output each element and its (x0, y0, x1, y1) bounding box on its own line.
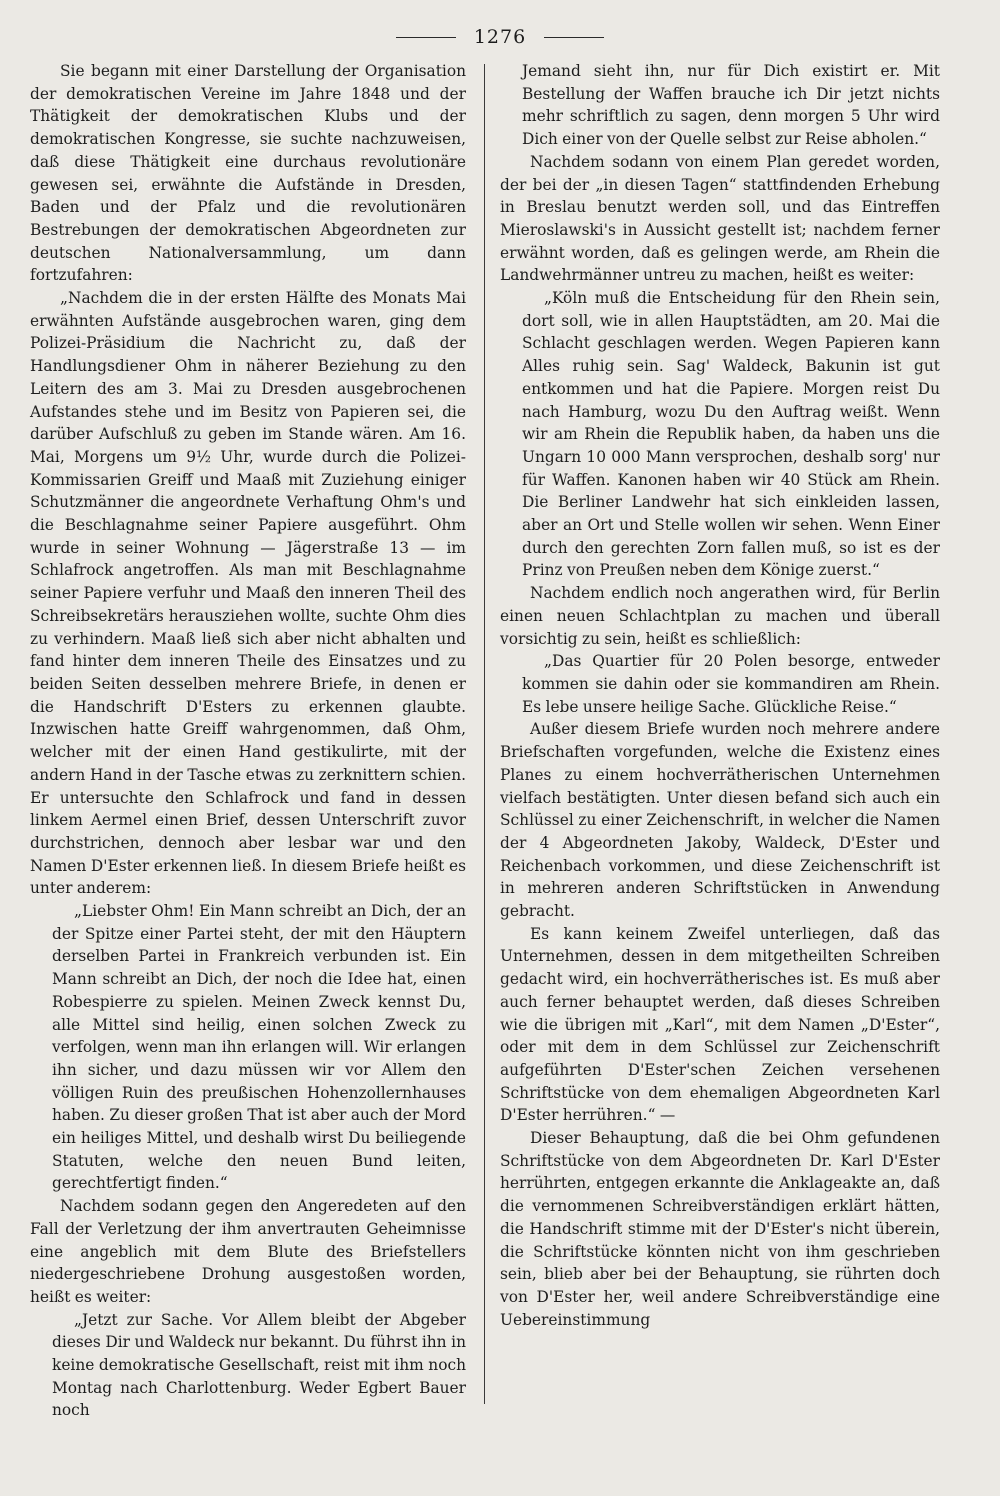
paragraph-handwriting: Dieser Behauptung, daß die bei Ohm gefundenen Schriftstücke von dem Abgeordneten Dr. Karl D'Ester herrührten, entgegen erkannte die Anklageakte an, daß die vernommenen Schreibverständigen erklärt hätten, die Handschrift stimme mit der D'Ester's nicht überein, die Schriftstücke könnten nicht von ihm geschrieben sein, blieb aber bei der Behauptung, sie rührten doch von D'Ester her, weil andere Schreibverständige eine Uebereinstimmung (500, 1129, 940, 1329)
paragraph-breslau-plan: Nachdem sodann von einem Plan geredet worden, der bei der „in diesen Tagen“ stattfindenden Erhebung in Breslau benutzt werden soll, und das Eintreffen Mieroslawski's in Aussicht gestellt ist; nachdem ferner erwähnt worden, daß es gelingen werde, am Rhein die Landwehrmänner untreu zu machen, heißt es weiter: (500, 152, 940, 285)
right-column (500, 60, 940, 1331)
left-column (30, 60, 466, 1422)
paragraph-threat: Nachdem sodann gegen den Angeredeten auf den Fall der Verletzung der ihm anvertrauten Geheimnisse eine angeblich mit dem Blute des Briefstellers niedergeschriebene Drohung ausgestoßen worden, heißt es weiter: (30, 1197, 466, 1306)
paragraph-indictment: „Nachdem die in der ersten Hälfte des Monats Mai erwähnten Aufstände ausgebrochen waren, ging dem Polizei-Präsidium die Nachricht zu, daß der Handlungsdiener Ohm in näherer Beziehung zu den Leitern des am 3. Mai zu Dresden ausgebrochenen Aufstandes stehe und im Besitz von Papieren sei, die darüber Aufschluß zu geben im Stande wären. Am 16. Mai, Morgens um 9½ Uhr, wurde durch die Polizei-Kommissarien Greiff und Maaß mit Zuziehung einiger Schutzmänner die angeordnete Verhaftung Ohm's und die Beschlagnahme seiner Papiere ausgeführt. Ohm wurde in seiner Wohnung — Jägerstraße 13 — im Schlafrock angetroffen. Als man mit Beschlagnahme seiner Papiere verfuhr und Maaß den inneren Theil des Schreibsekretärs herausziehen wollte, suchte Ohm dies zu verhindern. Maaß ließ sich aber nicht abhalten und fand hinter dem inneren Theile des Einsatzes und zu beiden Seiten desselben mehrere Briefe, in denen er die Handschrift D'Esters zu erkennen glaubte. Inzwischen hatte Greiff wahrgenommen, daß Ohm, welcher mit der einen Hand gestikulirte, mit der andern Hand in der Tasche etwas zu zerknittern schien. Er untersuchte den Schlafrock und fand in dessen linkem Aermel einen Brief, dessen Unterschrift zuvor durchstrichen, dennoch aber lesbar war und den Namen D'Ester erkennen ließ. In diesem Briefe heißt es unter anderem: (30, 289, 466, 898)
quote-quarters: „Das Quartier für 20 Polen besorge, entweder kommen sie dahin oder sie kommandiren am Rhein. Es lebe unsere heilige Sache. Glückliche Reise.“ (522, 652, 940, 716)
quote-koeln: „Köln muß die Entscheidung für den Rhein sein, dort soll, wie in allen Hauptstädten, am 20. Mai die Schlacht geschlagen werden. Wegen Papieren kann Alles ruhig sein. Sag' Waldeck, Bakunin ist gut entkommen und hat die Papiere. Morgen reist Du nach Hamburg, wozu Du den Auftrag weißt. Wenn wir am Rhein die Republik haben, da haben uns die Ungarn 10 000 Mann versprochen, deshalb sorg' nur für Waffen. Kanonen haben wir 40 Stück am Rhein. Die Berliner Landwehr hat sich einkleiden lassen, aber an Ort und Stelle wollen wir sehen. Wenn Einer durch den gerechten Zorn fallen muß, so ist es der Prinz von Preußen neben dem Könige zuerst.“ (522, 289, 940, 580)
quote-letter-opening: „Liebster Ohm! Ein Mann schreibt an Dich, der an der Spitze einer Partei steht, der mit den Häuptern derselben Partei in Frankreich verbunden ist. Ein Mann schreibt an Dich, der noch die Idee hat, einen Robespierre zu spielen. Meinen Zweck kennst Du, alle Mittel sind heilig, einen solchen Zweck zu verfolgen, wenn man ihn erlangen will. Wir erlangen ihn sicher, und dazu müssen wir vor Allem den völligen Ruin des preußischen Hohenzollernhauses haben. Zu dieser großen That ist aber auch der Mord ein heiliges Mittel, und deshalb wirst Du beiliegende Statuten, welche den neuen Bund leiten, gerechtfertigt finden.“ (52, 902, 466, 1193)
page-header (0, 26, 1000, 48)
column-divider (484, 64, 485, 1404)
header-rule-right (544, 37, 604, 38)
paragraph-other-letters: Außer diesem Briefe wurden noch mehrere andere Briefschaften vorgefunden, welche die Existenz eines Planes zu einem hochverrätherischen Unternehmen vielfach bestätigten. Unter diesen befand sich auch ein Schlüssel zu einer Zeichenschrift, in welcher die Namen der 4 Abgeordneten Jakoby, Waldeck, D'Ester und Reichenbach vorkommen, und diese Zeichenschrift ist in mehreren anderen Schriftstücken in Anwendung gebracht. (500, 720, 940, 921)
quote-letter-instructions: „Jetzt zur Sache. Vor Allem bleibt der Abgeber dieses Dir und Waldeck nur bekannt. Du führst ihn in keine demokratische Gesellschaft, reist mit ihm noch Montag nach Charlottenburg. Weder Egbert Bauer noch (52, 1310, 466, 1420)
quote-letter-continued: Jemand sieht ihn, nur für Dich existirt er. Mit Bestellung der Waffen brauche ich Dir jetzt nichts mehr schriftlich zu sagen, denn morgen 5 Uhr wird Dich einer von der Quelle selbst zur Reise abholen.“ (522, 62, 940, 149)
paragraph-no-doubt: Es kann keinem Zweifel unterliegen, daß das Unternehmen, dessen in dem mitgetheilten Schreiben gedacht wird, ein hochverrätherisches ist. Es muß aber auch ferner behauptet werden, daß dieses Schreiben wie die übrigen mit „Karl“, mit dem Namen „D'Ester“, oder mit dem in dem Schlüssel zur Zeichenschrift aufgeführten D'Ester'schen Zeichen versehenen Schriftstücke von dem ehemaligen Abgeordneten Karl D'Ester herrühren.“ — (500, 924, 940, 1125)
header-rule-left (396, 37, 456, 38)
paragraph-berlin-plan: Nachdem endlich noch angerathen wird, für Berlin einen neuen Schlachtplan zu machen und überall vorsichtig zu sein, heißt es schließlich: (500, 584, 940, 648)
page-number: 1276 (473, 26, 527, 48)
paragraph-intro: Sie begann mit einer Darstellung der Organisation der demokratischen Vereine im Jahre 1848 und der Thätigkeit der demokratischen Klubs und der demokratischen Kongresse, sie suchte nachzuweisen, daß diese Thätigkeit eine durchaus revolutionäre gewesen sei, erwähnte die Aufstände in Dresden, Baden und der Pfalz und die revolutionären Bestrebungen der demokratischen Abgeordneten zur deutschen Nationalversammlung, um dann fortzufahren: (30, 62, 466, 285)
